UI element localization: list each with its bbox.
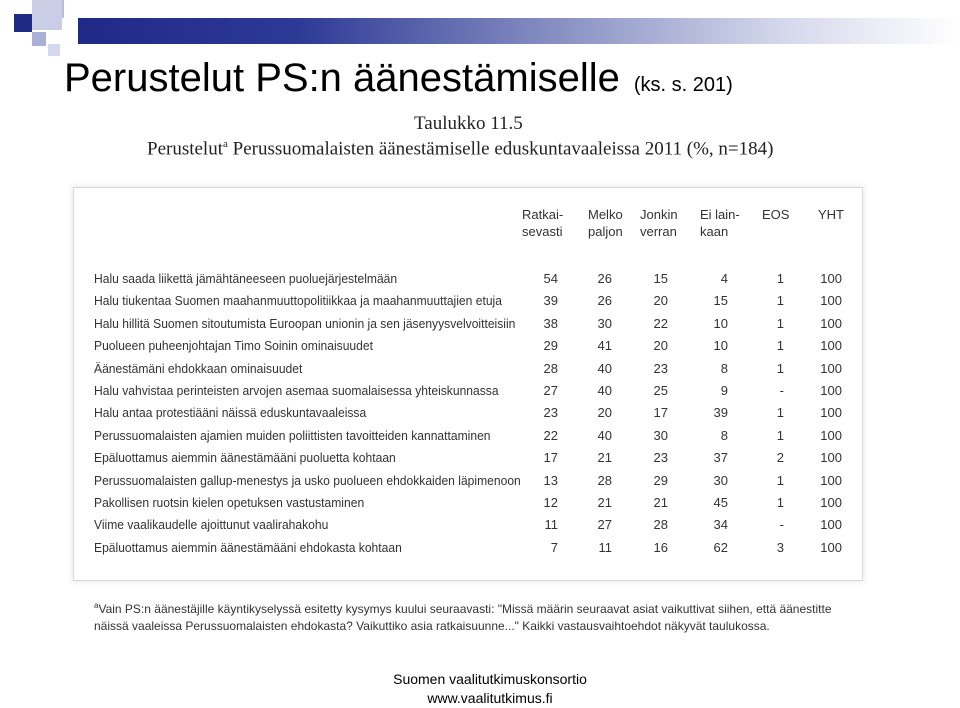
table-cell: 37 [713, 450, 728, 466]
slide-title [64, 56, 733, 101]
column-header-line1: Jonkin [640, 207, 678, 222]
table-cell: 23 [543, 405, 558, 421]
table-cell: 29 [653, 472, 668, 488]
row-label: Perussuomalaisten ajamien muiden poliittisten tavoitteiden kannattaminen [94, 427, 491, 443]
table-cell: 9 [720, 383, 728, 398]
table-cell: - [779, 383, 784, 398]
row-label: Epäluottamus aiemmin äänestämääni puoluetta kohtaan [94, 450, 396, 466]
table-cell: 1 [776, 472, 784, 488]
table-caption: Taulukko 11.5 [414, 113, 523, 134]
deco-square-light2 [48, 44, 60, 56]
table-cell: 20 [653, 338, 668, 354]
deco-square-small [32, 32, 46, 46]
table-row [94, 448, 854, 470]
column-header-line1: Ratkai- [522, 207, 564, 222]
table-cell: 11 [598, 539, 612, 555]
table-cell: 62 [713, 539, 728, 555]
column-header [818, 206, 844, 223]
table-cell: 3 [776, 539, 784, 555]
column-header-line1: Ei lain- [700, 207, 740, 222]
table-footnote [94, 597, 834, 635]
table-row [94, 291, 854, 313]
table-row [94, 515, 854, 537]
row-label: Puolueen puheenjohtajan Timo Soinin ominaisuudet [94, 338, 373, 354]
table-cell: 40 [597, 383, 612, 398]
table-cell: 25 [653, 383, 668, 398]
table-cell: 8 [720, 427, 728, 443]
column-header [700, 206, 740, 240]
table-cell: 21 [597, 495, 612, 510]
footer-url[interactable]: www.vaalitutkimus.fi [427, 690, 553, 706]
table-row [94, 381, 854, 403]
column-header-line2: kaan [700, 224, 729, 239]
slide-title-ref: (ks. s. 201) [633, 74, 733, 96]
table-cell: 12 [543, 495, 558, 510]
table-cell: 28 [597, 472, 612, 488]
table-cell: - [779, 517, 784, 533]
table-subtitle-start: Perustelut [147, 138, 223, 160]
table-cell: 27 [543, 383, 558, 398]
table-cell: 26 [597, 271, 612, 286]
column-header [640, 206, 678, 240]
table-cell: 21 [597, 450, 612, 466]
table-cell: 40 [597, 360, 612, 376]
column-header [588, 206, 623, 240]
deco-square-mid [62, 0, 80, 18]
table-subtitle-mark: a [223, 138, 228, 150]
table-row [94, 336, 854, 358]
table-cell: 100 [820, 383, 842, 398]
table-cell: 23 [653, 360, 668, 376]
table-cell: 34 [713, 517, 728, 533]
table-cell: 100 [820, 271, 842, 286]
table-row [94, 314, 854, 336]
table-cell: 10 [713, 338, 728, 354]
row-label: Epäluottamus aiemmin äänestämääni ehdokasta kohtaan [94, 539, 402, 555]
row-label: Perussuomalaisten gallup-menestys ja usko puolueen ehdokkaiden läpimenoon [94, 472, 521, 488]
table-cell: 16 [653, 539, 668, 555]
table-cell: 1 [776, 293, 784, 309]
table-cell: 2 [776, 450, 784, 466]
row-label: Halu hillitä Suomen sitoutumista Euroopan unionin ja sen jäsenyysvelvoitteisiin [94, 315, 516, 331]
table-row [94, 269, 854, 291]
table-cell: 29 [543, 338, 558, 354]
row-label: Halu saada liikettä jämähtäneeseen puoluejärjestelmään [94, 271, 398, 286]
table-cell: 100 [820, 360, 842, 376]
table-cell: 100 [820, 472, 842, 488]
table-cell: 1 [776, 427, 784, 443]
table-cell: 8 [720, 360, 728, 376]
table-cell: 17 [543, 450, 558, 466]
table-cell: 41 [597, 338, 612, 354]
table-cell: 20 [653, 293, 668, 309]
table-row [94, 426, 854, 448]
footnote-text: Vain PS:n äänestäjille käyntikyselyssä esitetty kysymys kuului seuraavasti: "Missä määrin seuraavat asiat vaikuttivat siihen, että äänestitte näissä vaaleissa Perussuomalaisten ehdokasta? Vaikuttiko asia ratkaisuunne..." Kaikki vastausvaihtoehdot näkyvät taulukossa. [94, 602, 832, 633]
slide-title-text: Perustelut PS:n äänestämiselle [64, 56, 620, 100]
table-cell: 20 [597, 405, 612, 421]
table-cell: 15 [713, 293, 728, 309]
table-cell: 100 [820, 450, 842, 466]
column-header-line1: YHT [818, 207, 844, 222]
table-cell: 11 [544, 517, 558, 533]
table-cell: 1 [776, 360, 784, 376]
table-cell: 100 [820, 539, 842, 555]
table-cell: 45 [713, 495, 728, 510]
table-cell: 30 [597, 315, 612, 331]
table-row [94, 471, 854, 493]
table-cell: 30 [713, 472, 728, 488]
row-label: Halu antaa protestiääni näissä eduskuntavaaleissa [94, 405, 367, 421]
table-cell: 22 [653, 315, 668, 331]
table-cell: 26 [597, 293, 612, 309]
row-label: Pakollisen ruotsin kielen opetuksen vastustaminen [94, 495, 365, 510]
table-cell: 1 [776, 338, 784, 354]
table-cell: 13 [543, 472, 558, 488]
table-cell: 1 [776, 495, 784, 510]
table-subtitle-rest: Perussuomalaisten äänestämiselle eduskuntavaaleissa 2011 (%, n=184) [227, 138, 774, 160]
table-cell: 100 [820, 427, 842, 443]
table-cell: 1 [776, 315, 784, 331]
column-header [762, 206, 789, 223]
table-cell: 38 [543, 315, 558, 331]
table-cell: 100 [820, 517, 842, 533]
deco-square-dark [14, 14, 32, 32]
table-cell: 40 [597, 427, 612, 443]
table-cell: 100 [820, 405, 842, 421]
footer-org: Suomen vaalitutkimuskonsortio [393, 671, 587, 687]
column-header-line1: Melko [588, 207, 623, 222]
table-cell: 100 [820, 293, 842, 309]
table-cell: 39 [543, 293, 558, 309]
table-cell: 7 [550, 539, 558, 555]
table-cell: 28 [653, 517, 668, 533]
column-header-line1: EOS [762, 207, 790, 222]
table-cell: 10 [713, 315, 728, 331]
table-cell: 15 [653, 271, 668, 286]
table-cell: 100 [820, 315, 842, 331]
footnote-mark: a [94, 601, 99, 610]
table-cell: 22 [543, 427, 558, 443]
table-row [94, 359, 854, 381]
table-cell: 100 [820, 495, 842, 510]
table-cell: 27 [597, 517, 612, 533]
column-header [522, 206, 563, 240]
table-row [94, 403, 854, 425]
table-cell: 1 [776, 271, 784, 286]
table-cell: 4 [720, 271, 728, 286]
column-header-line2: paljon [588, 224, 623, 239]
row-label: Halu tiukentaa Suomen maahanmuuttopolitiikkaa ja maahanmuuttajien etuja [94, 293, 502, 309]
table-cell: 100 [820, 338, 842, 354]
table-cell: 1 [776, 405, 784, 421]
row-label: Viime vaalikaudelle ajoittunut vaalirahakohu [94, 517, 329, 533]
table-cell: 28 [543, 360, 558, 376]
table-cell: 39 [713, 405, 728, 421]
table-cell: 30 [653, 427, 668, 443]
column-header-line2: sevasti [522, 224, 563, 239]
column-header-line2: verran [640, 224, 677, 239]
table-cell: 21 [653, 495, 668, 510]
row-label: Halu vahvistaa perinteisten arvojen asemaa suomalaisessa yhteiskunnassa [94, 383, 499, 398]
table-cell: 54 [543, 271, 558, 286]
row-label: Äänestämäni ehdokkaan ominaisuudet [94, 360, 303, 376]
table-row [94, 493, 854, 515]
table-cell: 23 [653, 450, 668, 466]
table-cell: 17 [653, 405, 668, 421]
table-subtitle [147, 138, 773, 160]
deco-square-light [32, 0, 62, 30]
table-row [94, 538, 854, 560]
header-gradient-bar [78, 18, 960, 44]
